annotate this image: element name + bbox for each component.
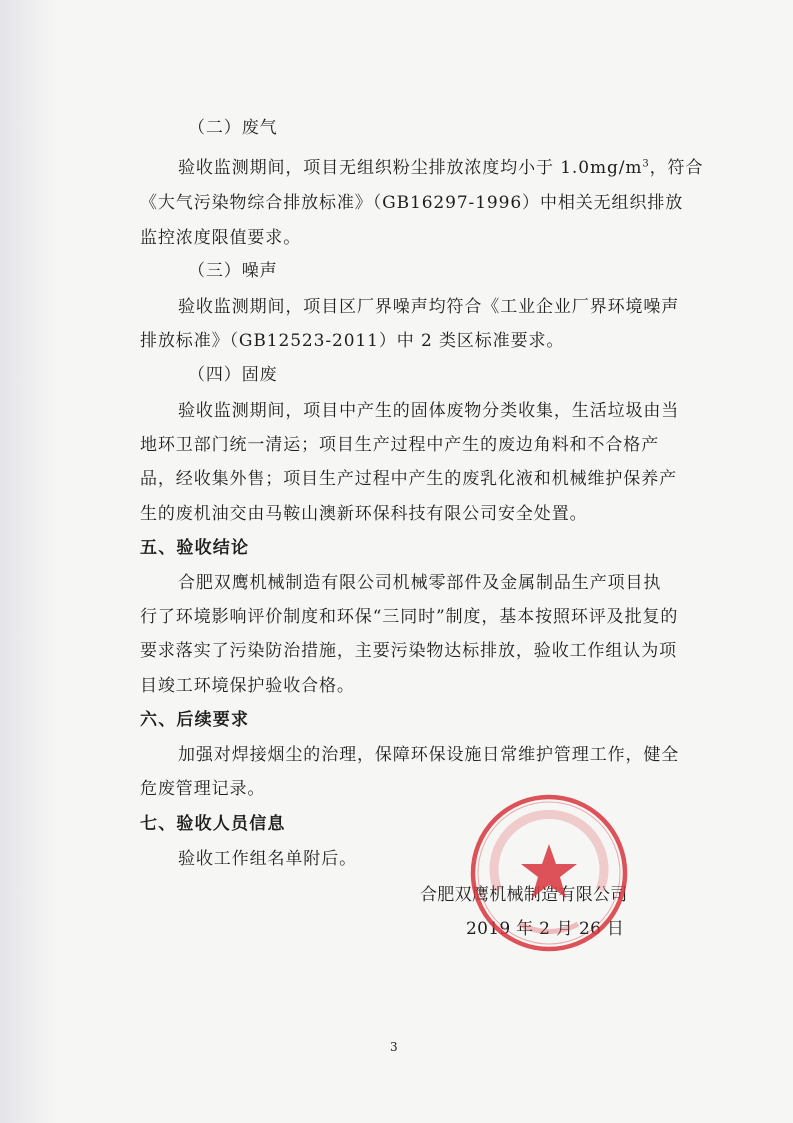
follow-up-line-2: 危废管理记录。 (140, 779, 266, 799)
section-noise-title: （三）噪声 (188, 261, 278, 281)
section-personnel-title: 七、验收人员信息 (140, 814, 286, 834)
company-seal (468, 792, 630, 954)
conclusion-line-3: 要求落实了污染防治措施，主要污染物达标排放，验收工作组认为项 (140, 641, 677, 661)
page-number: 3 (390, 1040, 398, 1054)
section-waste-gas-title: （二）废气 (188, 118, 278, 138)
seal-star-icon (521, 844, 577, 898)
conclusion-line-2: 行了环境影响评价制度和环保“三同时”制度，基本按照环评及批复的 (140, 607, 679, 627)
conclusion-line-1: 合肥双鹰机械制造有限公司机械零部件及金属制品生产项目执 (178, 573, 662, 593)
personnel-line-1: 验收工作组名单附后。 (178, 849, 357, 869)
noise-line-1: 验收监测期间，项目区厂界噪声均符合《工业企业厂界环境噪声 (178, 297, 680, 317)
conclusion-line-4: 目竣工环境保护验收合格。 (140, 676, 355, 696)
solid-waste-line-4: 生的废机油交由马鞍山澳新环保科技有限公司安全处置。 (140, 504, 588, 524)
solid-waste-line-1: 验收监测期间，项目中产生的固体废物分类收集，生活垃圾由当 (178, 401, 680, 421)
signature-company: 合肥双鹰机械制造有限公司 (420, 885, 628, 905)
section-conclusion-title: 五、验收结论 (140, 538, 250, 558)
noise-line-2: 排放标准》（GB12523-2011）中 2 类区标准要求。 (140, 331, 565, 351)
solid-waste-line-2: 地环卫部门统一清运；项目生产过程中产生的废边角料和不合格产 (140, 435, 660, 455)
follow-up-line-1: 加强对焊接烟尘的治理，保障环保设施日常维护管理工作，健全 (178, 745, 680, 765)
solid-waste-line-3: 品，经收集外售；项目生产过程中产生的废乳化液和机械维护保养产 (140, 469, 677, 489)
section-solid-waste-title: （四）固废 (188, 365, 278, 385)
waste-gas-line-2: 《大气污染物综合排放标准》（GB16297-1996）中相关无组织排放 (140, 193, 684, 213)
waste-gas-line-1: 验收监测期间，项目无组织粉尘排放浓度均小于 $1.0mg/m^3$，符合 (178, 158, 704, 178)
waste-gas-line-3: 监控浓度限值要求。 (140, 228, 302, 248)
signature-date: 2019 年 2 月 26 日 (466, 919, 625, 939)
section-follow-up-title: 六、后续要求 (140, 710, 250, 730)
